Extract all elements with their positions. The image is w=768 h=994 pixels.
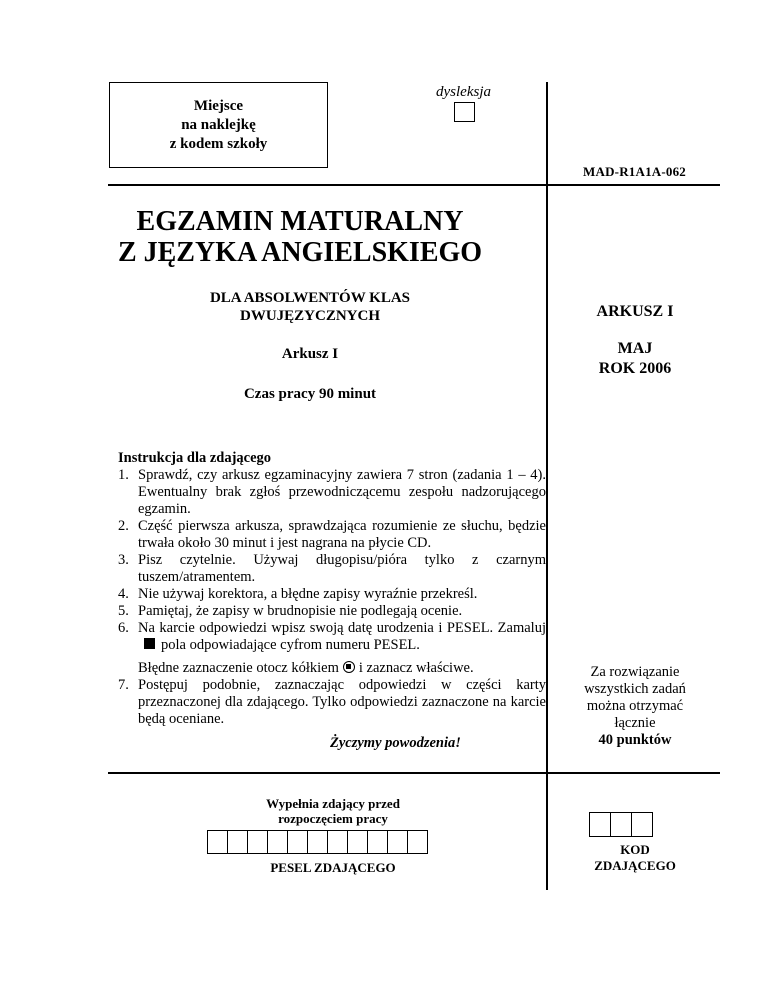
instruction-item	[118, 603, 546, 620]
item-number: 4.	[118, 586, 129, 602]
exam-title-line2: Z JĘZYKA ANGIELSKIEGO	[117, 237, 483, 268]
dyslexia-label: dysleksja	[436, 84, 491, 100]
kod-digit-box[interactable]	[631, 812, 653, 837]
kod-boxes	[590, 812, 653, 837]
kod-label-line: ZDAJĄCEGO	[594, 858, 676, 873]
item-number: 7.	[118, 677, 129, 693]
item-text: Postępuj podobnie, zaznaczając odpowiedzi w części karty przeznaczonej dla zdającego. Tylko odpowiedzi zaznaczone na karcie będą oceniane.	[138, 677, 546, 727]
pesel-digit-box[interactable]	[267, 830, 288, 854]
year: ROK 2006	[598, 360, 672, 377]
fill-in-line: rozpoczęciem pracy	[278, 811, 388, 826]
kod-label-line: KOD	[620, 842, 650, 857]
item-text: Nie używaj korektora, a błędne zapisy wyraźnie przekreśl.	[138, 586, 478, 602]
fill-in-line: Wypełnia zdający przed	[266, 796, 400, 811]
instruction-item	[118, 586, 546, 603]
item-text: Na karcie odpowiedzi wpisz swoją datę urodzenia i PESEL. Zamaluj	[138, 620, 546, 636]
sticker-line: na naklejkę	[181, 116, 256, 133]
pesel-digit-box[interactable]	[307, 830, 328, 854]
points-note	[556, 664, 714, 749]
circled-square-icon	[343, 661, 355, 673]
item-number: 6.	[118, 620, 129, 636]
points-line: wszystkich zadań	[584, 681, 686, 697]
pesel-digit-box[interactable]	[387, 830, 408, 854]
item-text: Pisz czytelnie. Używaj długopisu/pióra tylko z czarnym tuszem/atramentem.	[138, 552, 546, 585]
pesel-digit-box[interactable]	[227, 830, 248, 854]
pesel-digit-box[interactable]	[207, 830, 228, 854]
exam-title-line1: EGZAMIN MATURALNY	[136, 206, 464, 237]
pesel-digit-box[interactable]	[407, 830, 428, 854]
item-number: 1.	[118, 467, 129, 483]
instructions-list	[118, 467, 546, 728]
filled-square-icon	[144, 638, 155, 649]
pesel-boxes	[208, 830, 428, 854]
instruction-item	[118, 552, 546, 586]
item-number: 3.	[118, 552, 129, 568]
pesel-digit-box[interactable]	[287, 830, 308, 854]
pesel-digit-box[interactable]	[327, 830, 348, 854]
points-line: można otrzymać	[586, 698, 684, 714]
subtitle-line1: DLA ABSOLWENTÓW KLAS	[209, 290, 411, 306]
instructions-heading: Instrukcja dla zdającego	[118, 450, 272, 466]
points-line: łącznie	[614, 715, 656, 731]
item-number: 2.	[118, 518, 129, 534]
instruction-item	[118, 677, 546, 728]
sheet-right: ARKUSZ I	[596, 303, 674, 320]
dyslexia-checkbox[interactable]	[454, 102, 475, 122]
instructions	[118, 450, 546, 728]
subtitle-line2: DWUJĘZYCZNYCH	[239, 308, 380, 324]
item-text: i zaznacz właściwe.	[358, 660, 474, 676]
month: MAJ	[617, 340, 653, 357]
kod-label	[556, 842, 714, 874]
sheet-label: Arkusz I	[281, 346, 339, 362]
item-text: Część pierwsza arkusza, sprawdzająca rozumienie ze słuchu, będzie trwała około 30 minut i jest nagrana na płycie CD.	[138, 518, 546, 551]
points-total: 40 punktów	[598, 732, 672, 748]
pesel-digit-box[interactable]	[367, 830, 388, 854]
pesel-label: PESEL ZDAJĄCEGO	[270, 860, 396, 875]
exam-code: MAD-R1A1A-062	[583, 164, 686, 179]
wish: Życzymy powodzenia!	[330, 735, 461, 751]
sticker-box	[109, 82, 328, 168]
item-text: Pamiętaj, że zapisy w brudnopisie nie podlegają ocenie.	[138, 603, 463, 619]
instruction-item	[118, 467, 546, 518]
item-text: pola odpowiadające cyfrom numeru PESEL.	[161, 637, 420, 653]
fill-in-note	[210, 796, 456, 826]
sticker-line: Miejsce	[193, 97, 244, 114]
points-line: Za rozwiązanie	[590, 664, 680, 680]
instruction-item	[118, 518, 546, 552]
kod-digit-box[interactable]	[610, 812, 632, 837]
kod-digit-box[interactable]	[589, 812, 611, 837]
footer-separator	[108, 772, 720, 774]
item-text: Sprawdź, czy arkusz egzaminacyjny zawiera 7 stron (zadania 1 – 4). Ewentualny brak zgłoś przewodniczącemu zespołu nadzorującego egzamin.	[138, 467, 546, 517]
pesel-digit-box[interactable]	[247, 830, 268, 854]
sticker-line: z kodem szkoły	[169, 135, 268, 152]
pesel-digit-box[interactable]	[347, 830, 368, 854]
header-separator	[108, 184, 720, 186]
right-divider-line	[546, 82, 548, 890]
item-number: 5.	[118, 603, 129, 619]
instruction-item	[118, 620, 546, 677]
item-text: Błędne zaznaczenie otocz kółkiem	[138, 660, 339, 676]
duration: Czas pracy 90 minut	[243, 386, 377, 402]
